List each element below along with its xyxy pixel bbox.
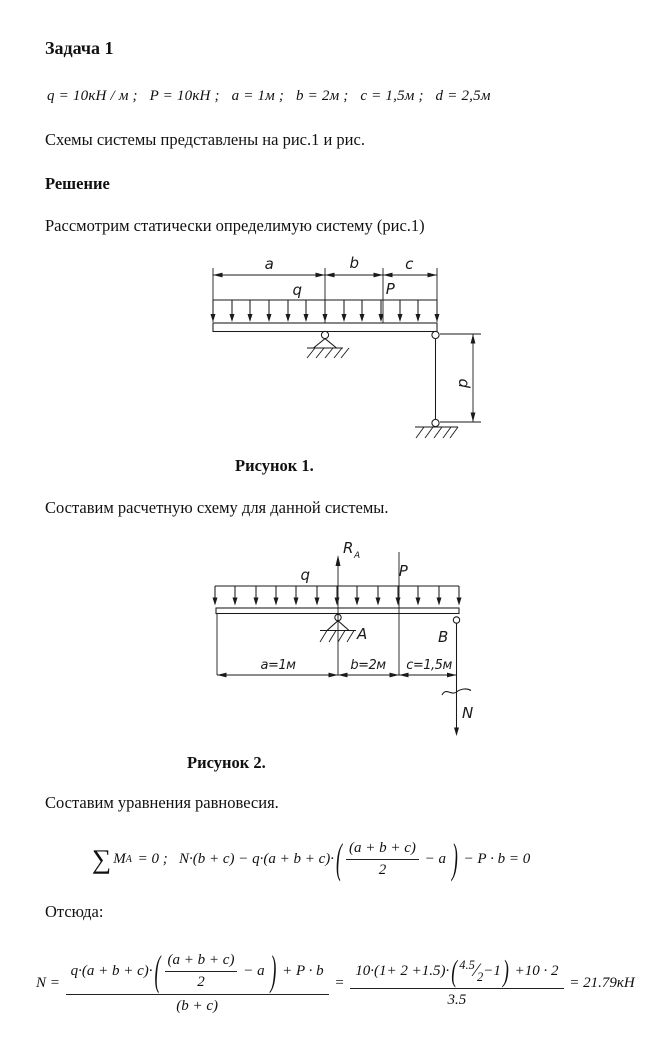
moment-eq-zero: = 0 ; [133,850,179,867]
paragraph-calc-scheme: Составим расчетную схему для данной системы. [45,498,389,517]
n-eq-numeric-fraction: 10·(1+ 2 +1.5)· ( $^{4.5}⁄_2$ −1 ) +10 · 2 3.5 [350,958,563,1009]
fig1-pin-support [307,331,349,358]
figure-2-caption: Рисунок 2. [187,753,266,772]
axial-force-equation [36,936,635,1030]
fig2-support-a-label: A [357,625,367,643]
sum-symbol: ∑ [92,843,112,874]
moment-mid: N·(b + c) − q·(a + b + c)· [178,850,335,867]
moment-sub-A: A [125,853,132,865]
paragraph-schemes: Схемы системы представлены на рис.1 и рис. [45,130,365,149]
fig2-reaction-sub-label: A [354,551,360,561]
paren-open: ( [451,953,458,988]
figure-1-beam-diagram [196,252,496,447]
inner-fraction: (a + b + c) 2 [165,952,238,991]
fig2-dim-a-label: a=1м [260,658,296,673]
moment-M: M [113,850,126,867]
solution-heading: Решение [45,174,110,193]
n-eq-symbolic-fraction: q·(a + b + c)· ( (a + b + c) 2 − a ) + P · b (b + c) [66,952,329,1015]
figure-1-caption: Рисунок 1. [235,456,314,475]
fig1-dim-c-label: c [405,255,413,273]
figure-2-calc-scheme-diagram [193,538,493,743]
big-paren-close: ) [270,946,277,994]
big-paren-open: ( [336,834,343,882]
n-eq-lhs: N = [36,974,64,991]
fig2-hinge-b [453,617,459,623]
fig1-load-q-label: q [292,281,302,299]
fig1-dim-a-label: a [264,255,274,273]
fig1-beam [213,323,437,332]
paragraph-hence: Отсюда: [45,902,104,921]
skew-fraction: $^{4.5}⁄_2$ [459,957,484,984]
problem-title: Задача 1 [45,38,114,58]
fig1-dim-d-label: d [455,378,473,388]
moment-tail: − P · b = 0 [459,850,531,867]
fig2-force-p-label: P [398,562,408,580]
fig2-axial-n-label: N [462,704,473,722]
fig2-distributed-load [213,586,462,606]
moment-fraction: (a + b + c) 2 [346,840,419,879]
fig1-force-p-label: P [385,280,395,298]
n-eq-result: = 21.79кН [565,974,635,991]
paragraph-equilibrium: Составим уравнения равновесия. [45,793,279,812]
big-paren-close: ) [451,834,458,882]
fig2-dim-c-label: c=1,5м [406,658,452,673]
fig2-hinge-b-label: B [438,628,448,646]
paragraph-consider: Рассмотрим статически определимую систему (рис.1) [45,216,425,235]
big-paren-open: ( [154,946,161,994]
fig2-beam [216,608,459,614]
fig2-dim-b-label: b=2м [350,658,386,673]
fig1-distributed-load [211,300,440,322]
given-values: q = 10кН / м ; P = 10кН ; a = 1м ; b = 2м ; c = 1,5м ; d = 2,5м [47,88,491,104]
moment-equation [92,830,530,888]
n-eq-mid-equals: = [330,974,349,991]
paren-close: ) [502,953,509,988]
fig2-load-q-label: q [300,566,310,584]
moment-minus-a: − a [420,850,450,867]
fig2-reaction-label: R [343,539,353,557]
fig1-dim-b-label: b [349,254,359,272]
